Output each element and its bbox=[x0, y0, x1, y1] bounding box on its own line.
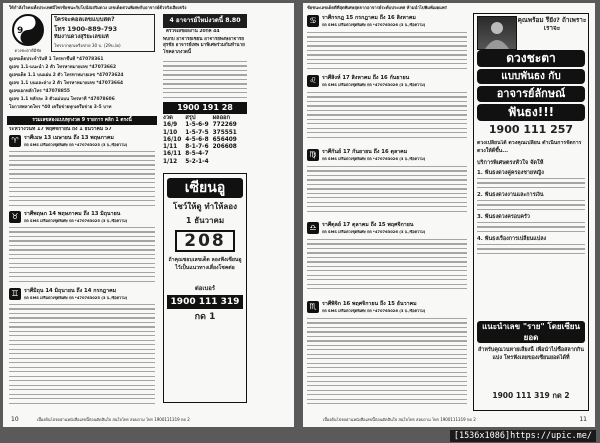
ad-headline-1: ดวงชะตา bbox=[477, 50, 585, 67]
table-cell: 1/10 bbox=[163, 129, 178, 136]
table-cell: 1-5-6-9 bbox=[185, 122, 209, 129]
zodiac-title: ราศีกันย์ 17 กันยายน ถึง 16 ตุลาคม bbox=[322, 149, 408, 155]
zodiac-title: ราศีมิถุน 14 มิถุนายน ถึง 14 กรกฎาคม bbox=[24, 288, 117, 294]
ad-services-title: บริการพิเศษตรงหัวใจ จัดให้ bbox=[477, 160, 544, 166]
table-cell: 8-1-7-6 bbox=[185, 144, 209, 151]
table-row bbox=[161, 151, 239, 158]
zodiac-sms: กด SMS เสริมดวงชุดพิเศษ กด *470763026 (3 บ./ข้อความ) bbox=[322, 157, 426, 161]
ad-phone-button[interactable]: 1900 111 319 bbox=[167, 295, 243, 309]
zodiac-body-text bbox=[307, 32, 467, 72]
ad-press: กด 1 bbox=[194, 312, 216, 322]
scorpio-icon: ♏ bbox=[307, 301, 319, 313]
leo-icon: ♌ bbox=[307, 75, 319, 87]
table-cell: 1/12 bbox=[163, 158, 178, 165]
lotto-phone[interactable]: 1900 191 28 bbox=[163, 102, 247, 114]
ad-call-label: ต่อเบอร์ bbox=[194, 285, 216, 292]
zodiac-title: ราศีกรกฎ 15 กรกฎาคม ถึง 16 สิงหาคม bbox=[322, 15, 416, 21]
gemini-icon: ♊ bbox=[9, 288, 21, 300]
green-box-sub: ตรวจเลขผลงาน 20กค 44 bbox=[166, 29, 220, 34]
zodiac-sms: กด SMS เสริมดวงชุดพิเศษ กด *470763026 (3 บ./ข้อความ) bbox=[322, 230, 426, 234]
table-cell: 5-2-1-4 bbox=[185, 158, 209, 165]
libra-icon: ♎ bbox=[307, 222, 319, 234]
zodiac-sms: กด SMS เสริมดวงชุดพิเศษ กด *470763025 (3 บ./ข้อความ) bbox=[24, 296, 128, 300]
ad-phone[interactable]: 1900 111 257 bbox=[488, 123, 574, 136]
sms-list bbox=[9, 56, 155, 112]
green-box-title: 4 อาจารย์ใหม่งวดนี้ 8.80 bbox=[163, 14, 247, 28]
logo-caption: ดวงชะตาดีมีชัย bbox=[14, 48, 42, 53]
table-cell: 656409 bbox=[212, 136, 237, 143]
ad-service-item: 4. ฟันธงเรื่องการเปลี่ยนแปลง bbox=[477, 236, 547, 242]
promo-line-1: ใครจะคอลเลขแบบสด? bbox=[54, 16, 115, 23]
table-cell: 1/11 bbox=[163, 144, 178, 151]
table-row bbox=[161, 130, 239, 137]
ad-body: ดวงเปลี่ยนได้ ดวงคุณเปลี่ยน ดำเนินการจัดการดวงให้ดีขึ้น... bbox=[477, 140, 582, 154]
aries-icon: ♈ bbox=[9, 135, 21, 147]
table-header: งวด bbox=[163, 115, 173, 121]
zodiac-body-text bbox=[307, 318, 467, 410]
zodiac-sms: กด SMS เสริมดวงชุดพิเศษ กด *470763026 (3 บ./ข้อความ) bbox=[322, 23, 426, 27]
sms-line: ดูเลข 1.1-แนะนำ 2 ตัว โทรหาหมายเลข *47073662 bbox=[9, 65, 117, 70]
page-footer: เบื้องต้นโปรดอ่านหนังสือเลขนี้ก่อนตัดสินใจ สนใจโทร สอบถาม โทร 1900111319 กด 2 bbox=[37, 417, 190, 422]
table-row bbox=[161, 137, 239, 144]
ad-service-item: 3. ฟันธงดวงครอบครัว bbox=[477, 214, 530, 220]
table-cell: 16/9 bbox=[163, 122, 178, 129]
zodiac-body-text bbox=[307, 239, 467, 295]
zodiac-body-text bbox=[9, 304, 155, 409]
table-row bbox=[161, 144, 239, 151]
cancer-icon: ♋ bbox=[307, 15, 319, 27]
ad-headline-4: ฟันธง!!! bbox=[477, 104, 585, 121]
sms-line: ดูเลขเด็ด 1.1 บนแผ่น 2 ตัว โทรหาหมายเลข *47073624 bbox=[9, 73, 124, 78]
sms-line: โอกาสพลาดโทร *40 เครือข่ายทุกเครือข่าย 3-5 บาท bbox=[9, 105, 112, 110]
table-header-row bbox=[161, 115, 239, 122]
ad-tagline: ถ้าคุณชอบเลขเด็ด ลองฟังเซียนอู ไว้เป็นแนวทางเสี่ยงโชคต่อ bbox=[168, 257, 242, 271]
zodiac-body-text bbox=[9, 151, 155, 209]
table-cell: 8-5-4-7 bbox=[185, 151, 209, 158]
table-cell: 375551 bbox=[212, 129, 237, 136]
yin-yang-logo bbox=[11, 13, 45, 49]
table-cell: 4-5-6-8 bbox=[185, 136, 209, 143]
table-header: ผลออก bbox=[212, 115, 231, 121]
zodiac-title: ราศีพฤษภ 14 พฤษภาคม ถึง 13 มิถุนายน bbox=[24, 211, 121, 217]
ad-service-desc bbox=[477, 244, 585, 257]
zodiac-sms: กด SMS เสริมดวงชุดพิเศษ กด *470763026 (3 บ./ข้อความ) bbox=[322, 309, 426, 313]
ad-headline-2: แบบพันธง กับ bbox=[477, 69, 585, 84]
table-cell: 1-5-7-5 bbox=[185, 129, 209, 136]
sms-line: ดูเลขเอกหลักโทร *47078855 bbox=[9, 89, 70, 94]
zodiac-title: ราศีพิจิก 16 พฤศจิกายน ถึง 15 ธันวาคม bbox=[322, 301, 417, 307]
zodiac-body-text bbox=[307, 92, 467, 144]
table-header: สรุป bbox=[185, 115, 196, 121]
ad-ending-banner: แนะนำเลข "ราย" โดยเซียนยอด bbox=[477, 321, 585, 343]
green-box-text: พบกับ อาจารย์เซียน อาจารย์พงษ์อาจารย์สุรชัย อาจารย์เทพ มาพิเศษร่วมกันทำนายโชคลาภงวดนี้ bbox=[163, 37, 245, 55]
table-cell: 772269 bbox=[212, 122, 237, 129]
promo-phone: โทร 1900-889-793 bbox=[54, 25, 118, 33]
ad-service-desc bbox=[477, 200, 585, 213]
taurus-icon: ♉ bbox=[9, 211, 21, 223]
ad-service-desc bbox=[477, 222, 585, 235]
table-row bbox=[161, 159, 239, 166]
page-number: 11 bbox=[579, 416, 587, 423]
ad-service-item: 1. ฟันธงดวงคู่ครองชายหญิง bbox=[477, 170, 544, 176]
sms-line: ดูเลขเด็ดประจำวันที่ 1 โทรหาขึ้นที่ *47078361 bbox=[9, 57, 104, 62]
ad-promo-text: คุณพร้อม รึยัง? ถ้าเพราะเราจะ bbox=[517, 16, 587, 32]
zodiac-sms: กด SMS เสริมดวงชุดพิเศษ กด *470763026 (3 บ./ข้อความ) bbox=[322, 83, 426, 87]
ad-subtitle: โชว์ให้ดู ทำให้ลอง bbox=[173, 202, 237, 211]
ad-number: 208 bbox=[184, 231, 226, 251]
sms-line: ดูเลข 1.1 หลักละ 3 ตัวแม่นบน โทรหาที่ *47078606 bbox=[9, 97, 115, 102]
ad-title: เซียนอู bbox=[167, 178, 243, 198]
zodiac-title: ราศีเมษ 13 เมษายน ถึง 13 พฤษภาคม bbox=[24, 135, 114, 141]
table-cell: 16/10 bbox=[163, 136, 182, 143]
zodiac-sms: กด SMS เสริมดวงชุดพิเศษ กด *470763025 (3 บ./ข้อความ) bbox=[24, 219, 128, 223]
left-top-banner: ให้กำลังใจคนทั้งประเทศมีไพรชัยชนะกับโบนัสเสริมดวง เลขเด็ดด่วนพิเศษกับอาจารย์ตัวจริงเสียงจริง bbox=[9, 5, 187, 10]
table-cell: 16/11 bbox=[163, 151, 182, 158]
ad-headline-3: อาจารย์ลักษณ์ bbox=[477, 86, 585, 102]
zodiac-title: ราศีตุลย์ 17 ตุลาคม ถึง 15 พฤศจิกายน bbox=[322, 222, 414, 228]
svg-text:9: 9 bbox=[17, 26, 24, 36]
zodiac-sms: กด SMS เสริมดวงชุดพิเศษ กด *470763025 (3 บ./ข้อความ) bbox=[24, 143, 128, 147]
ad-bottom-phone[interactable]: 1900 111 319 กด 2 bbox=[492, 391, 570, 400]
zodiac-body-text bbox=[9, 227, 155, 285]
ad-date: 1 ธันวาคม bbox=[185, 216, 225, 225]
left-page bbox=[3, 3, 294, 427]
promo-line-3: ทีมงานดวงสุริยะเลขแท้ bbox=[54, 34, 109, 40]
green-box-body bbox=[163, 61, 247, 101]
virgo-icon: ♍ bbox=[307, 149, 319, 161]
table-cell bbox=[211, 151, 239, 158]
black-banner: รวมเลขสองแบบทุกงวด 9 รายการ คลิก 1 ตรงนี้ bbox=[7, 116, 157, 125]
lotto-results-table bbox=[161, 115, 239, 166]
watermark-text: [1536x1086]https://upic.me/ bbox=[450, 430, 596, 442]
right-top-banner: ชัยชนะเลขเด็ดดีที่สุดพิเศษสุดจากอาจารย์ระดับประเทศ ห้ามนำไปพิมพ์เผยแพร่ bbox=[307, 5, 447, 10]
page-footer: เบื้องต้นโปรดอ่านหนังสือเลขนี้ก่อนตัดสินใจ สนใจโทร สอบถาม โทร 1900111319 กด 2 bbox=[323, 417, 476, 422]
ad-service-desc bbox=[477, 178, 585, 191]
right-page bbox=[303, 3, 595, 427]
ad-ending-sub: สำหรับคุณวนหายเสียงนี้ เพื่อนำไปซื้อสลากกินแบ่ง โทรฟังเลยของเซียนยอดได้ที่ bbox=[478, 347, 584, 361]
table-row bbox=[161, 122, 239, 129]
ad-services-list bbox=[477, 169, 585, 257]
page-number: 10 bbox=[11, 416, 19, 423]
sms-line: ดูเลข 1.1 บนและล่าง 2 ตัว โทรหาหมายเลข *47073664 bbox=[9, 81, 124, 86]
zodiac-body-text bbox=[307, 166, 467, 218]
promo-line-4: โทรจากทุกเครือข่าย 30 บ. (29บ./ค) bbox=[54, 43, 121, 48]
portrait-photo bbox=[477, 16, 517, 50]
section-title: ระหว่างวันที่ 17 พฤศจิกายน ถึง 1 ธันวาคม 57 bbox=[9, 127, 112, 132]
ad-service-item: 2. ฟันธงดวงงานและการเงิน bbox=[477, 192, 544, 198]
table-cell bbox=[211, 159, 239, 166]
table-cell: 206608 bbox=[212, 144, 237, 151]
zodiac-title: ราศีสิงห์ 17 สิงหาคม ถึง 16 กันยายน bbox=[322, 75, 410, 81]
